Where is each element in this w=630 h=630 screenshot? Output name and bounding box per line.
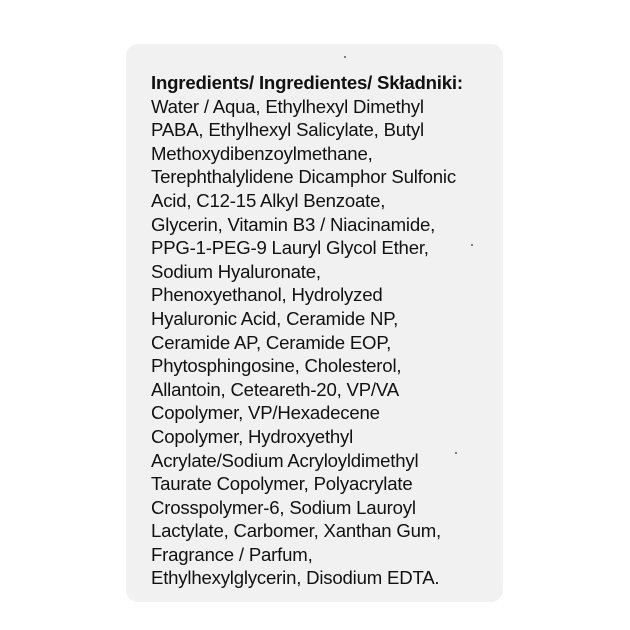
ingredient-line: Sodium Hyaluronate,	[151, 260, 321, 282]
ingredient-line: Acid, C12-15 Alkyl Benzoate,	[151, 189, 386, 211]
ingredient-line: Copolymer, Hydroxyethyl	[151, 425, 354, 447]
ingredient-line: Lactylate, Carbomer, Xanthan Gum,	[151, 520, 442, 542]
ingredient-line: Ethylhexylglycerin, Disodium EDTA.	[151, 567, 440, 589]
ingredient-line: Terephthalylidene Dicamphor Sulfonic	[151, 166, 456, 188]
ingredient-line: Taurate Copolymer, Polyacrylate	[151, 473, 413, 495]
ingredient-line: Hyaluronic Acid, Ceramide NP,	[151, 307, 399, 329]
print-speck	[344, 56, 346, 58]
ingredient-line: Crosspolymer-6, Sodium Lauroyl	[151, 496, 416, 518]
ingredient-line: Methoxydibenzoylmethane,	[151, 142, 373, 164]
ingredient-line: PABA, Ethylhexyl Salicylate, Butyl	[151, 119, 424, 141]
ingredient-line: PPG-1-PEG-9 Lauryl Glycol Ether,	[151, 237, 429, 259]
ingredients-heading: Ingredients/ Ingredientes/ Składniki:	[151, 72, 463, 93]
ingredient-line: Acrylate/Sodium Acryloyldimethyl	[151, 449, 419, 471]
ingredient-line: Phenoxyethanol, Hydrolyzed	[151, 284, 383, 306]
ingredient-line: Ceramide AP, Ceramide EOP,	[151, 331, 392, 353]
ingredient-line: Fragrance / Parfum,	[151, 543, 313, 565]
ingredient-line: Phytosphingosine, Cholesterol,	[151, 355, 402, 377]
ingredient-line: Allantoin, Ceteareth-20, VP/VA	[151, 378, 399, 400]
ingredient-line: Copolymer, VP/Hexadecene	[151, 402, 380, 424]
ingredient-line: Glycerin, Vitamin B3 / Niacinamide,	[151, 213, 436, 235]
ingredient-line: Water / Aqua, Ethylhexyl Dimethyl	[151, 95, 424, 117]
ingredients-text	[151, 71, 496, 590]
